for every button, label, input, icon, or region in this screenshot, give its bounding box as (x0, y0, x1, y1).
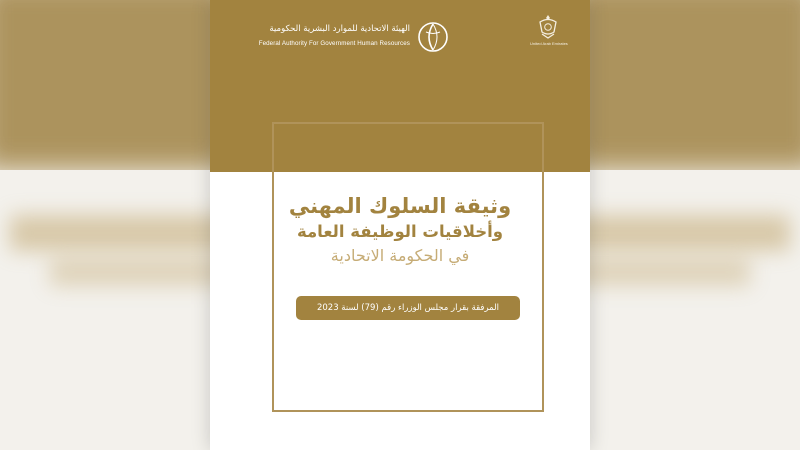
uae-emblem (530, 14, 566, 58)
document-title-line-3: في الحكومة الاتحادية (330, 246, 470, 265)
uae-falcon-emblem-icon (537, 14, 559, 40)
emblem-label: United Arab Emirates (530, 41, 568, 46)
fahr-logo-icon (416, 20, 450, 54)
document-title-line-1: وثيقة السلوك المهني (288, 194, 512, 218)
document-title-line-2: وأخلاقيات الوظيفة العامة (296, 222, 504, 241)
blurred-background-left (0, 0, 210, 450)
org-name-arabic: الهيئة الاتحادية للموارد البشرية الحكومية (269, 24, 410, 34)
blurred-background-right (590, 0, 800, 450)
fahr-branding (240, 18, 450, 58)
decision-note-badge: المرفقة بقرار مجلس الوزراء رقم (79) لسنة 2023 (296, 296, 520, 320)
org-name-english: Federal Authority For Government Human Resources (258, 40, 410, 47)
document-title-block (250, 192, 550, 268)
cover-header (210, 8, 590, 62)
document-cover (210, 0, 590, 450)
